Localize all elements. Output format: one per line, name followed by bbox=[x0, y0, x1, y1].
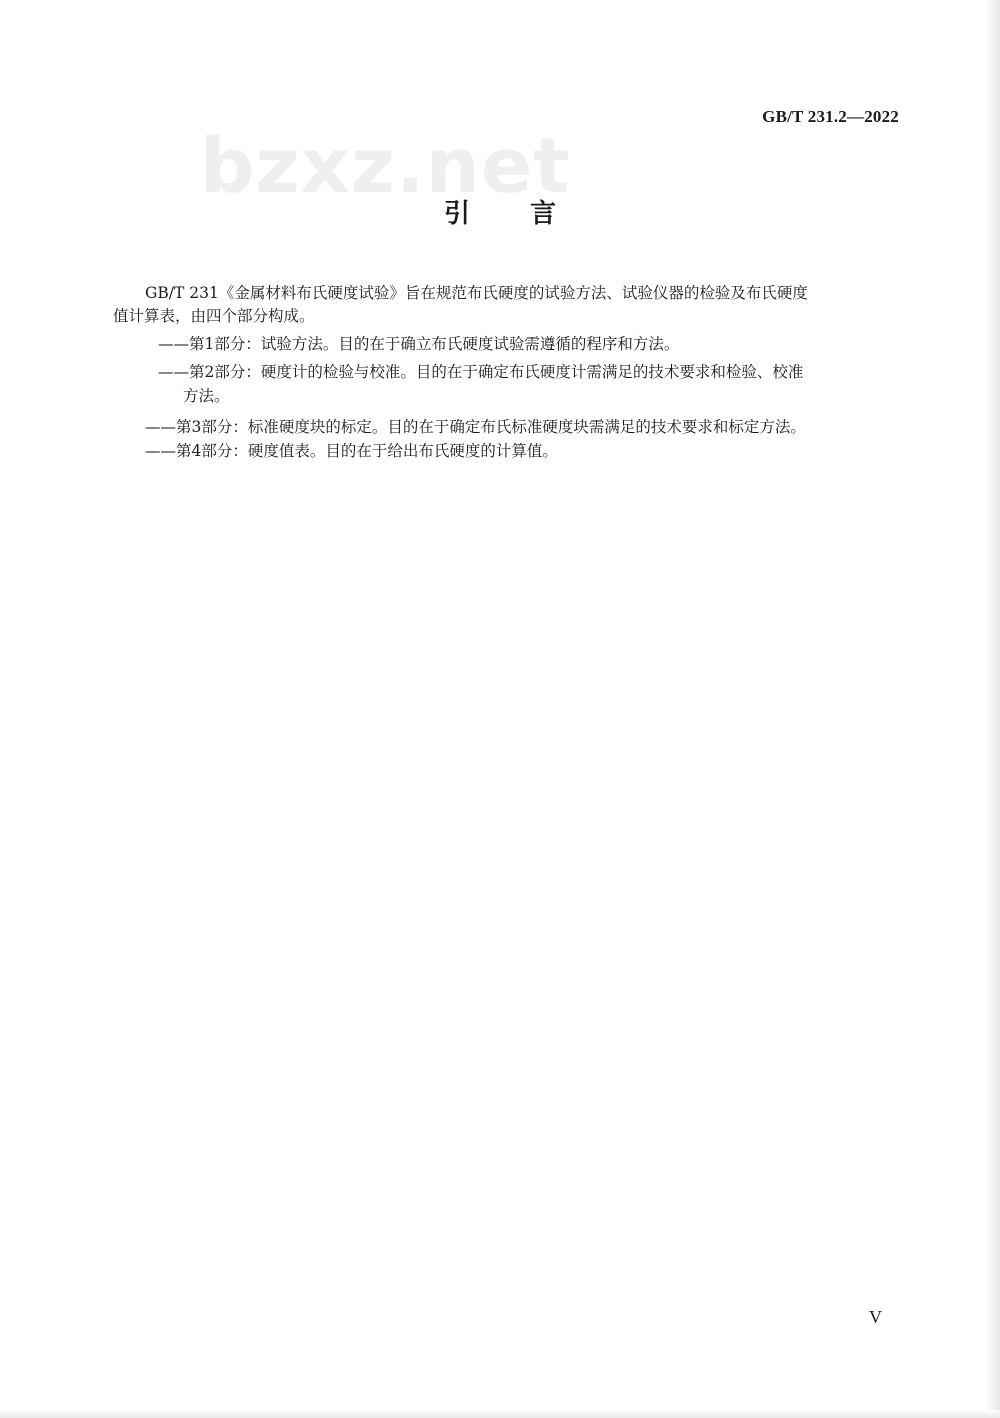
standard-number: GB/T 231.2—2022 bbox=[762, 107, 899, 126]
list-item-part-1: ——第1部分：试验方法。目的在于确立布氏硬度试验需遵循的程序和方法。 bbox=[158, 335, 680, 353]
page-bottom-shadow bbox=[0, 1410, 1000, 1418]
watermark: bzxz.net bbox=[200, 121, 571, 210]
intro-line-2: 值计算表，由四个部分构成。 bbox=[113, 307, 315, 325]
list-item-part-2-continuation: 方法。 bbox=[183, 387, 230, 405]
list-item-part-4: ——第4部分：硬度值表。目的在于给出布氏硬度的计算值。 bbox=[145, 442, 558, 460]
intro-line-1: GB/T 231《金属材料布氏硬度试验》旨在规范布氏硬度的试验方法、试验仪器的检验及布氏硬度 bbox=[145, 284, 808, 302]
list-item-part-2: ——第2部分：硬度计的检验与校准。目的在于确定布氏硬度计需满足的技术要求和检验、校准 bbox=[158, 363, 804, 381]
page-number: V bbox=[869, 1307, 882, 1327]
list-item-part-3: ——第3部分：标准硬度块的标定。目的在于确定布氏标准硬度块需满足的技术要求和标定方法。 bbox=[145, 418, 806, 436]
section-title: 引言 bbox=[443, 199, 616, 229]
